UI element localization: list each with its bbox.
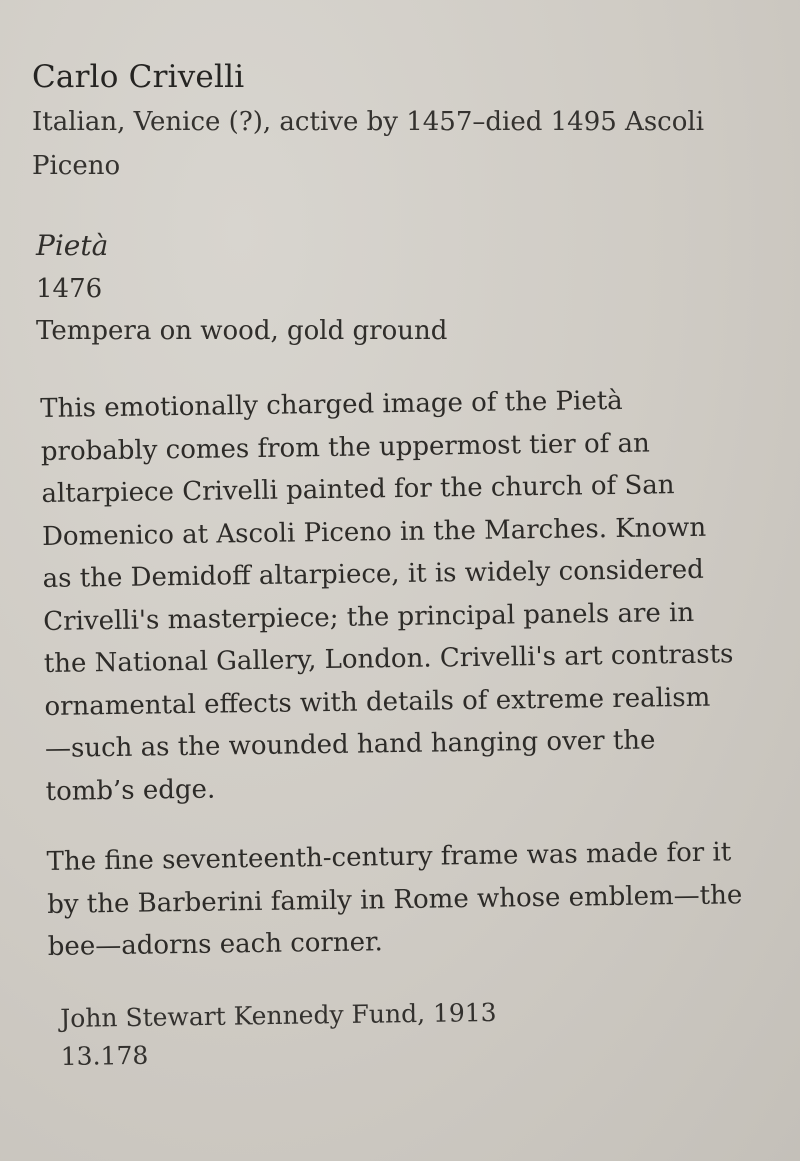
artwork-title: Pietà (36, 229, 109, 262)
description-paragraph: This emotionally charged image of the Pietà probably comes from the uppermost tier of an altarpiece Crivelli painted for the church of San Domenico at Ascoli Piceno in the Marches. Known as the Demidoff altarpiece, it is widely considered Crivelli's masterpiece; the principal panels are in the National Gallery, London. Crivelli's art contrasts ornamental effects with details of extreme realism—such as the wounded hand hanging over the tomb’s edge. (40, 385, 734, 807)
artist-name: Carlo Crivelli (32, 59, 245, 95)
credit-line: John Stewart Kennedy Fund, 1913 (60, 997, 497, 1033)
artist-block (32, 56, 772, 188)
artwork-block (36, 224, 736, 352)
artist-bio: Italian, Venice (?), active by 1457–died 1495 Ascoli Piceno (32, 107, 705, 181)
credit-block (60, 993, 561, 1076)
artwork-medium: Tempera on wood, gold ground (36, 316, 448, 346)
artwork-date: 1476 (36, 274, 103, 304)
description-block (40, 378, 748, 968)
accession-number: 13.178 (60, 1040, 149, 1071)
description-paragraph: The fine seventeenth-century frame was made for it by the Barberini family in Rome whose emblem—the bee—adorns each corner. (46, 837, 743, 962)
